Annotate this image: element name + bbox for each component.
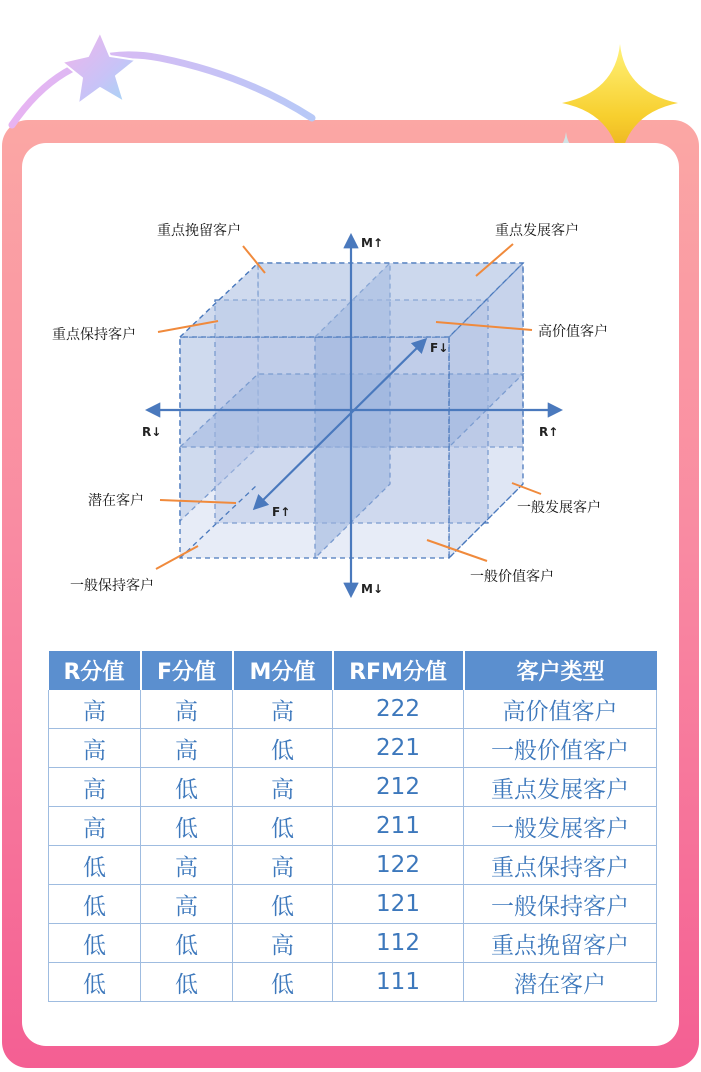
label-top-left: 重点挽留客户 (157, 223, 241, 239)
label-bottom-right: 一般价值客户 (470, 569, 554, 585)
r-score-cell: 高 (49, 807, 141, 846)
table-row (49, 885, 657, 924)
axis-label-f-front: F↑ (272, 505, 291, 519)
rfm-score-cell: 112 (333, 924, 464, 963)
table-row (49, 846, 657, 885)
customer-type-cell: 潜在客户 (464, 963, 657, 1002)
rfm-table (48, 651, 657, 1002)
rfm-score-cell: 111 (333, 963, 464, 1002)
axis-label-r-left: R↓ (142, 425, 162, 439)
r-score-cell: 高 (49, 768, 141, 807)
table-header-row (49, 651, 657, 690)
r-score-cell: 低 (49, 885, 141, 924)
m-score-cell: 高 (233, 846, 333, 885)
m-score-cell: 低 (233, 729, 333, 768)
column-header: 客户类型 (464, 651, 657, 690)
m-score-cell: 低 (233, 963, 333, 1002)
r-score-cell: 高 (49, 690, 141, 729)
rfm-score-cell: 211 (333, 807, 464, 846)
f-score-cell: 高 (141, 885, 233, 924)
r-score-cell: 低 (49, 963, 141, 1002)
table-row (49, 924, 657, 963)
f-score-cell: 高 (141, 846, 233, 885)
m-score-cell: 高 (233, 768, 333, 807)
table-row (49, 690, 657, 729)
label-mid-right: 高价值客户 (538, 324, 608, 340)
label-lower-right: 一般发展客户 (517, 500, 601, 516)
rfm-score-cell: 122 (333, 846, 464, 885)
f-score-cell: 低 (141, 924, 233, 963)
rfm-score-cell: 221 (333, 729, 464, 768)
m-score-cell: 低 (233, 807, 333, 846)
table-row (49, 729, 657, 768)
table-row (49, 768, 657, 807)
r-score-cell: 高 (49, 729, 141, 768)
r-score-cell: 低 (49, 924, 141, 963)
f-score-cell: 低 (141, 768, 233, 807)
axis-label-f-back: F↓ (430, 341, 449, 355)
column-header: RFM分值 (333, 651, 464, 690)
axis-label-r-right: R↑ (539, 425, 559, 439)
m-score-cell: 高 (233, 924, 333, 963)
label-top-right: 重点发展客户 (495, 223, 579, 239)
axis-label-m-down: M↓ (361, 582, 383, 596)
customer-type-cell: 一般保持客户 (464, 885, 657, 924)
table-row (49, 963, 657, 1002)
axis-label-m-up: M↑ (361, 236, 383, 250)
m-score-cell: 高 (233, 690, 333, 729)
f-score-cell: 低 (141, 807, 233, 846)
column-header: F分值 (141, 651, 233, 690)
customer-type-cell: 重点发展客户 (464, 768, 657, 807)
f-score-cell: 低 (141, 963, 233, 1002)
customer-type-cell: 重点保持客户 (464, 846, 657, 885)
rfm-score-cell: 212 (333, 768, 464, 807)
m-score-cell: 低 (233, 885, 333, 924)
customer-type-cell: 一般发展客户 (464, 807, 657, 846)
column-header: R分值 (49, 651, 141, 690)
rfm-score-cell: 222 (333, 690, 464, 729)
rfm-score-cell: 121 (333, 885, 464, 924)
column-header: M分值 (233, 651, 333, 690)
f-score-cell: 高 (141, 690, 233, 729)
r-score-cell: 低 (49, 846, 141, 885)
customer-type-cell: 高价值客户 (464, 690, 657, 729)
customer-type-cell: 重点挽留客户 (464, 924, 657, 963)
f-score-cell: 高 (141, 729, 233, 768)
customer-type-cell: 一般价值客户 (464, 729, 657, 768)
label-lower-left: 潜在客户 (88, 493, 144, 509)
label-bottom-left: 一般保持客户 (70, 578, 154, 594)
label-mid-left: 重点保持客户 (52, 327, 136, 343)
table-row (49, 807, 657, 846)
